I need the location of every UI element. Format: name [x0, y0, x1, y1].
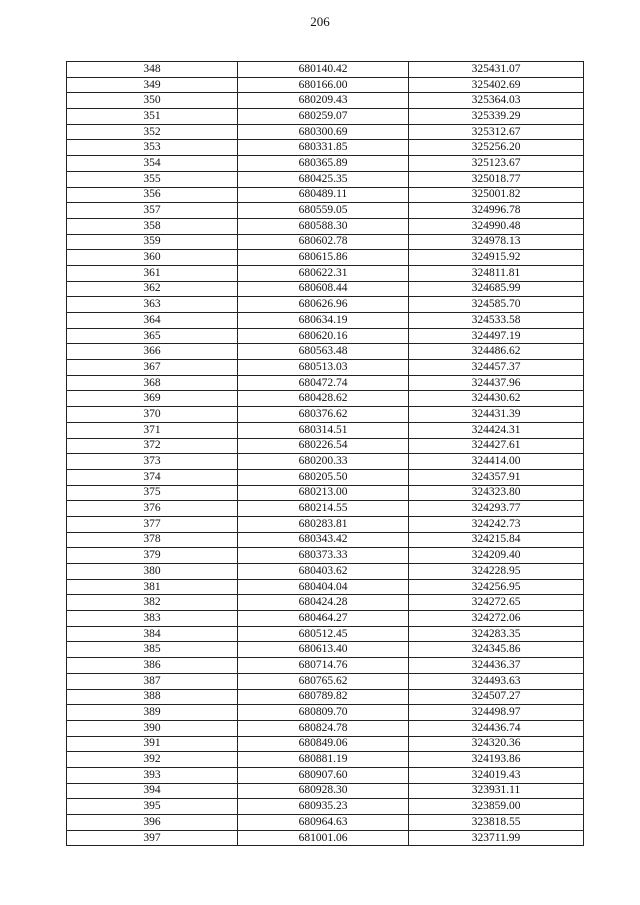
y-coordinate-cell: 323931.11 [409, 783, 584, 799]
table-row [67, 673, 584, 689]
x-coordinate-cell: 680226.54 [238, 438, 409, 454]
x-coordinate-cell: 680615.86 [238, 250, 409, 266]
table-row [67, 281, 584, 297]
y-coordinate-cell: 324283.35 [409, 626, 584, 642]
point-number-cell: 348 [67, 62, 238, 78]
point-number-cell: 389 [67, 705, 238, 721]
y-coordinate-cell: 324424.31 [409, 422, 584, 438]
point-number-cell: 366 [67, 344, 238, 360]
x-coordinate-cell: 680331.85 [238, 140, 409, 156]
point-number-cell: 352 [67, 124, 238, 140]
x-coordinate-cell: 680489.11 [238, 187, 409, 203]
point-number-cell: 384 [67, 626, 238, 642]
x-coordinate-cell: 680881.19 [238, 752, 409, 768]
table-row [67, 422, 584, 438]
y-coordinate-cell: 324323.80 [409, 485, 584, 501]
y-coordinate-cell: 325402.69 [409, 77, 584, 93]
point-number-cell: 395 [67, 799, 238, 815]
x-coordinate-cell: 680765.62 [238, 673, 409, 689]
table-row [67, 328, 584, 344]
x-coordinate-cell: 680849.06 [238, 736, 409, 752]
point-number-cell: 382 [67, 595, 238, 611]
y-coordinate-cell: 324345.86 [409, 642, 584, 658]
table-row [67, 77, 584, 93]
x-coordinate-cell: 680213.00 [238, 485, 409, 501]
x-coordinate-cell: 680373.33 [238, 548, 409, 564]
table-row [67, 93, 584, 109]
y-coordinate-cell: 325256.20 [409, 140, 584, 156]
table-row [67, 218, 584, 234]
y-coordinate-cell: 324497.19 [409, 328, 584, 344]
point-number-cell: 353 [67, 140, 238, 156]
point-number-cell: 387 [67, 673, 238, 689]
table-row [67, 344, 584, 360]
table-row [67, 830, 584, 846]
y-coordinate-cell: 324436.74 [409, 720, 584, 736]
y-coordinate-cell: 323711.99 [409, 830, 584, 846]
table-row [67, 313, 584, 329]
y-coordinate-cell: 324437.96 [409, 375, 584, 391]
table-row [67, 438, 584, 454]
x-coordinate-cell: 680907.60 [238, 767, 409, 783]
y-coordinate-cell: 324272.06 [409, 611, 584, 627]
x-coordinate-cell: 680602.78 [238, 234, 409, 250]
table-row [67, 234, 584, 250]
point-number-cell: 362 [67, 281, 238, 297]
y-coordinate-cell: 324272.65 [409, 595, 584, 611]
point-number-cell: 397 [67, 830, 238, 846]
x-coordinate-cell: 680283.81 [238, 516, 409, 532]
table-row [67, 783, 584, 799]
x-coordinate-cell: 680140.42 [238, 62, 409, 78]
point-number-cell: 370 [67, 407, 238, 423]
x-coordinate-cell: 680964.63 [238, 815, 409, 831]
table-row [67, 626, 584, 642]
table-row [67, 485, 584, 501]
x-coordinate-cell: 680428.62 [238, 391, 409, 407]
table-row [67, 752, 584, 768]
coordinates-table-body [67, 62, 584, 846]
table-row [67, 564, 584, 580]
y-coordinate-cell: 324430.62 [409, 391, 584, 407]
y-coordinate-cell: 324019.43 [409, 767, 584, 783]
x-coordinate-cell: 680214.55 [238, 501, 409, 517]
point-number-cell: 388 [67, 689, 238, 705]
point-number-cell: 376 [67, 501, 238, 517]
table-row [67, 501, 584, 517]
x-coordinate-cell: 680205.50 [238, 469, 409, 485]
x-coordinate-cell: 680259.07 [238, 109, 409, 125]
table-row [67, 407, 584, 423]
table-row [67, 705, 584, 721]
y-coordinate-cell: 324457.37 [409, 360, 584, 376]
table-row [67, 736, 584, 752]
point-number-cell: 361 [67, 265, 238, 281]
point-number-cell: 368 [67, 375, 238, 391]
y-coordinate-cell: 324498.97 [409, 705, 584, 721]
table-row [67, 124, 584, 140]
x-coordinate-cell: 680404.04 [238, 579, 409, 595]
point-number-cell: 386 [67, 658, 238, 674]
coordinates-table [66, 61, 584, 846]
y-coordinate-cell: 324320.36 [409, 736, 584, 752]
point-number-cell: 358 [67, 218, 238, 234]
table-row [67, 720, 584, 736]
y-coordinate-cell: 323818.55 [409, 815, 584, 831]
table-row [67, 265, 584, 281]
x-coordinate-cell: 680512.45 [238, 626, 409, 642]
y-coordinate-cell: 325364.03 [409, 93, 584, 109]
x-coordinate-cell: 680559.05 [238, 203, 409, 219]
y-coordinate-cell: 324256.95 [409, 579, 584, 595]
point-number-cell: 375 [67, 485, 238, 501]
table-row [67, 642, 584, 658]
table-row [67, 156, 584, 172]
table-row [67, 297, 584, 313]
point-number-cell: 377 [67, 516, 238, 532]
table-row [67, 62, 584, 78]
y-coordinate-cell: 325001.82 [409, 187, 584, 203]
table-row [67, 250, 584, 266]
y-coordinate-cell: 323859.00 [409, 799, 584, 815]
point-number-cell: 369 [67, 391, 238, 407]
table-row [67, 658, 584, 674]
y-coordinate-cell: 324685.99 [409, 281, 584, 297]
table-row [67, 767, 584, 783]
table-row [67, 187, 584, 203]
table-row [67, 799, 584, 815]
x-coordinate-cell: 680613.40 [238, 642, 409, 658]
table-row [67, 140, 584, 156]
table-row [67, 375, 584, 391]
y-coordinate-cell: 324215.84 [409, 532, 584, 548]
y-coordinate-cell: 324209.40 [409, 548, 584, 564]
table-row [67, 171, 584, 187]
x-coordinate-cell: 681001.06 [238, 830, 409, 846]
y-coordinate-cell: 324507.27 [409, 689, 584, 705]
table-row [67, 689, 584, 705]
table-row [67, 516, 584, 532]
x-coordinate-cell: 680472.74 [238, 375, 409, 391]
point-number-cell: 374 [67, 469, 238, 485]
y-coordinate-cell: 324242.73 [409, 516, 584, 532]
y-coordinate-cell: 324811.81 [409, 265, 584, 281]
y-coordinate-cell: 324533.58 [409, 313, 584, 329]
point-number-cell: 351 [67, 109, 238, 125]
x-coordinate-cell: 680464.27 [238, 611, 409, 627]
x-coordinate-cell: 680314.51 [238, 422, 409, 438]
x-coordinate-cell: 680928.30 [238, 783, 409, 799]
x-coordinate-cell: 680714.76 [238, 658, 409, 674]
x-coordinate-cell: 680376.62 [238, 407, 409, 423]
x-coordinate-cell: 680626.96 [238, 297, 409, 313]
y-coordinate-cell: 325339.29 [409, 109, 584, 125]
y-coordinate-cell: 324493.63 [409, 673, 584, 689]
point-number-cell: 380 [67, 564, 238, 580]
point-number-cell: 350 [67, 93, 238, 109]
x-coordinate-cell: 680209.43 [238, 93, 409, 109]
point-number-cell: 357 [67, 203, 238, 219]
y-coordinate-cell: 325312.67 [409, 124, 584, 140]
x-coordinate-cell: 680300.69 [238, 124, 409, 140]
point-number-cell: 365 [67, 328, 238, 344]
table-row [67, 360, 584, 376]
y-coordinate-cell: 325123.67 [409, 156, 584, 172]
table-row [67, 579, 584, 595]
page-number: 206 [310, 14, 330, 29]
point-number-cell: 371 [67, 422, 238, 438]
point-number-cell: 372 [67, 438, 238, 454]
point-number-cell: 363 [67, 297, 238, 313]
point-number-cell: 360 [67, 250, 238, 266]
y-coordinate-cell: 324357.91 [409, 469, 584, 485]
point-number-cell: 367 [67, 360, 238, 376]
x-coordinate-cell: 680824.78 [238, 720, 409, 736]
point-number-cell: 355 [67, 171, 238, 187]
table-row [67, 595, 584, 611]
table-row [67, 548, 584, 564]
point-number-cell: 373 [67, 454, 238, 470]
y-coordinate-cell: 324293.77 [409, 501, 584, 517]
x-coordinate-cell: 680200.33 [238, 454, 409, 470]
y-coordinate-cell: 324978.13 [409, 234, 584, 250]
point-number-cell: 381 [67, 579, 238, 595]
table-row [67, 391, 584, 407]
y-coordinate-cell: 324436.37 [409, 658, 584, 674]
x-coordinate-cell: 680622.31 [238, 265, 409, 281]
point-number-cell: 359 [67, 234, 238, 250]
y-coordinate-cell: 324427.61 [409, 438, 584, 454]
table-row [67, 611, 584, 627]
table-row [67, 532, 584, 548]
point-number-cell: 383 [67, 611, 238, 627]
y-coordinate-cell: 324486.62 [409, 344, 584, 360]
table-row [67, 109, 584, 125]
x-coordinate-cell: 680403.62 [238, 564, 409, 580]
y-coordinate-cell: 324414.00 [409, 454, 584, 470]
point-number-cell: 393 [67, 767, 238, 783]
table-row [67, 203, 584, 219]
y-coordinate-cell: 324431.39 [409, 407, 584, 423]
point-number-cell: 394 [67, 783, 238, 799]
point-number-cell: 354 [67, 156, 238, 172]
x-coordinate-cell: 680365.89 [238, 156, 409, 172]
x-coordinate-cell: 680563.48 [238, 344, 409, 360]
x-coordinate-cell: 680425.35 [238, 171, 409, 187]
point-number-cell: 396 [67, 815, 238, 831]
y-coordinate-cell: 324990.48 [409, 218, 584, 234]
table-row [67, 469, 584, 485]
x-coordinate-cell: 680166.00 [238, 77, 409, 93]
x-coordinate-cell: 680620.16 [238, 328, 409, 344]
x-coordinate-cell: 680343.42 [238, 532, 409, 548]
y-coordinate-cell: 324996.78 [409, 203, 584, 219]
point-number-cell: 379 [67, 548, 238, 564]
x-coordinate-cell: 680588.30 [238, 218, 409, 234]
x-coordinate-cell: 680608.44 [238, 281, 409, 297]
x-coordinate-cell: 680935.23 [238, 799, 409, 815]
x-coordinate-cell: 680513.03 [238, 360, 409, 376]
x-coordinate-cell: 680789.82 [238, 689, 409, 705]
x-coordinate-cell: 680809.70 [238, 705, 409, 721]
point-number-cell: 378 [67, 532, 238, 548]
point-number-cell: 356 [67, 187, 238, 203]
point-number-cell: 349 [67, 77, 238, 93]
y-coordinate-cell: 324585.70 [409, 297, 584, 313]
y-coordinate-cell: 324915.92 [409, 250, 584, 266]
point-number-cell: 392 [67, 752, 238, 768]
point-number-cell: 390 [67, 720, 238, 736]
point-number-cell: 391 [67, 736, 238, 752]
x-coordinate-cell: 680634.19 [238, 313, 409, 329]
x-coordinate-cell: 680424.28 [238, 595, 409, 611]
table-row [67, 454, 584, 470]
point-number-cell: 364 [67, 313, 238, 329]
y-coordinate-cell: 325018.77 [409, 171, 584, 187]
point-number-cell: 385 [67, 642, 238, 658]
table-row [67, 815, 584, 831]
y-coordinate-cell: 325431.07 [409, 62, 584, 78]
y-coordinate-cell: 324228.95 [409, 564, 584, 580]
y-coordinate-cell: 324193.86 [409, 752, 584, 768]
